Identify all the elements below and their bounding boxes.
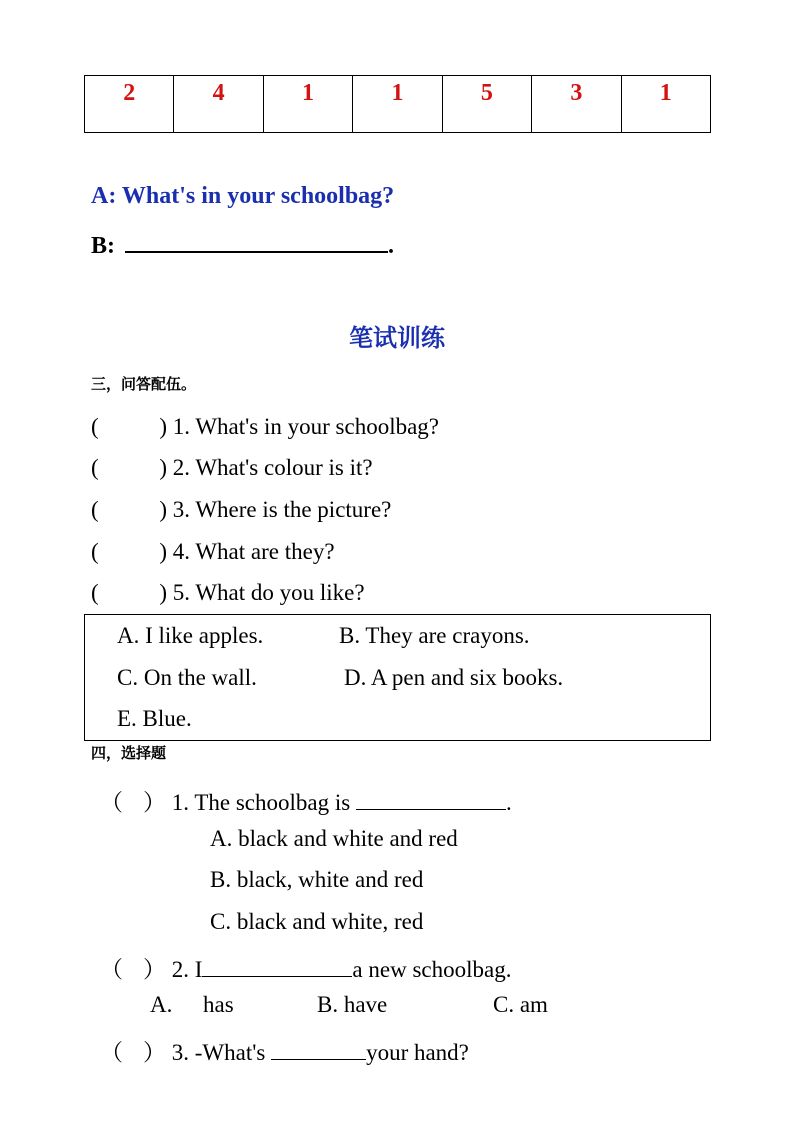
matching-question [91, 539, 335, 565]
score-cell: 3 [532, 76, 621, 133]
section-title: 笔试训练 [349, 324, 445, 352]
answer-blank[interactable] [356, 789, 506, 810]
answer-paren[interactable] [91, 414, 167, 440]
question-text: 3. -What's [171, 1040, 266, 1065]
part4-heading: 四，选择题 [91, 744, 167, 762]
open-paren: ( [91, 497, 99, 522]
choice-a-text: has [203, 992, 234, 1017]
question-text: 2. What's colour is it? [172, 455, 373, 480]
option-e: E. Blue. [117, 706, 192, 731]
answer-paren[interactable] [91, 497, 167, 523]
answer-blank[interactable] [125, 229, 388, 253]
answer-paren[interactable] [100, 951, 166, 984]
option-c: C. On the wall. [117, 665, 257, 690]
matching-question [91, 414, 439, 440]
close-paren: ) [159, 539, 167, 564]
close-paren: ) [159, 455, 167, 480]
score-cell: 2 [85, 76, 174, 133]
question-text: 3. Where is the picture? [172, 497, 392, 522]
choice-b: B. have [317, 992, 388, 1017]
choice-a-label: A. [150, 992, 173, 1017]
question-text: 2. I [171, 957, 203, 982]
open-paren: （ [100, 1040, 123, 1065]
score-cell: 4 [174, 76, 263, 133]
open-paren: ( [91, 539, 99, 564]
answer-paren[interactable] [91, 455, 167, 481]
answer-paren[interactable] [100, 784, 166, 817]
close-paren: ） [143, 1040, 166, 1065]
question-end: your hand? [366, 1040, 469, 1065]
question-end: . [505, 790, 512, 815]
part3-heading: 三，问答配伍。 [91, 375, 197, 393]
open-paren: （ [100, 957, 123, 982]
open-paren: ( [91, 580, 99, 605]
close-paren: ) [159, 414, 167, 439]
question-end: a new schoolbag. [352, 957, 512, 982]
dialog-question: A: What's in your schoolbag? [91, 183, 395, 209]
score-row [85, 76, 711, 133]
question-text: 4. What are they? [172, 539, 335, 564]
option-a: A. I like apples. [117, 623, 264, 648]
option-d: D. A pen and six books. [344, 665, 564, 690]
choice-c: C. black and white, red [210, 909, 424, 934]
score-cell: 1 [621, 76, 710, 133]
close-paren: ) [159, 497, 167, 522]
close-paren: ） [143, 790, 166, 815]
choice-c: C. am [493, 992, 548, 1017]
question-text: 1. What's in your schoolbag? [172, 414, 440, 439]
answer-blank[interactable] [202, 956, 352, 977]
option-b: B. They are crayons. [339, 623, 530, 648]
mc-question [100, 784, 512, 817]
score-cell: 1 [263, 76, 352, 133]
mc-question [100, 951, 511, 984]
close-paren: ） [143, 957, 166, 982]
dialog-answer-end: . [388, 233, 394, 259]
close-paren: ) [159, 580, 167, 605]
question-text: 5. What do you like? [172, 580, 365, 605]
open-paren: ( [91, 414, 99, 439]
choice-b: B. black, white and red [210, 867, 424, 892]
matching-question [91, 455, 373, 481]
answer-paren[interactable] [91, 539, 167, 565]
answer-paren[interactable] [100, 1034, 166, 1067]
score-cell: 1 [353, 76, 442, 133]
answer-blank[interactable] [271, 1039, 366, 1060]
matching-question [91, 497, 391, 523]
mc-question [100, 1034, 469, 1067]
answer-options-box [84, 614, 711, 741]
dialog-answer-prefix: B: [91, 233, 115, 259]
score-table [84, 75, 711, 133]
choice-a: A. black and white and red [210, 826, 458, 851]
score-cell: 5 [442, 76, 531, 133]
question-text: 1. The schoolbag is [171, 790, 351, 815]
answer-paren[interactable] [91, 580, 167, 606]
open-paren: （ [100, 790, 123, 815]
dialog-answer [91, 229, 394, 260]
matching-question [91, 580, 365, 606]
open-paren: ( [91, 455, 99, 480]
